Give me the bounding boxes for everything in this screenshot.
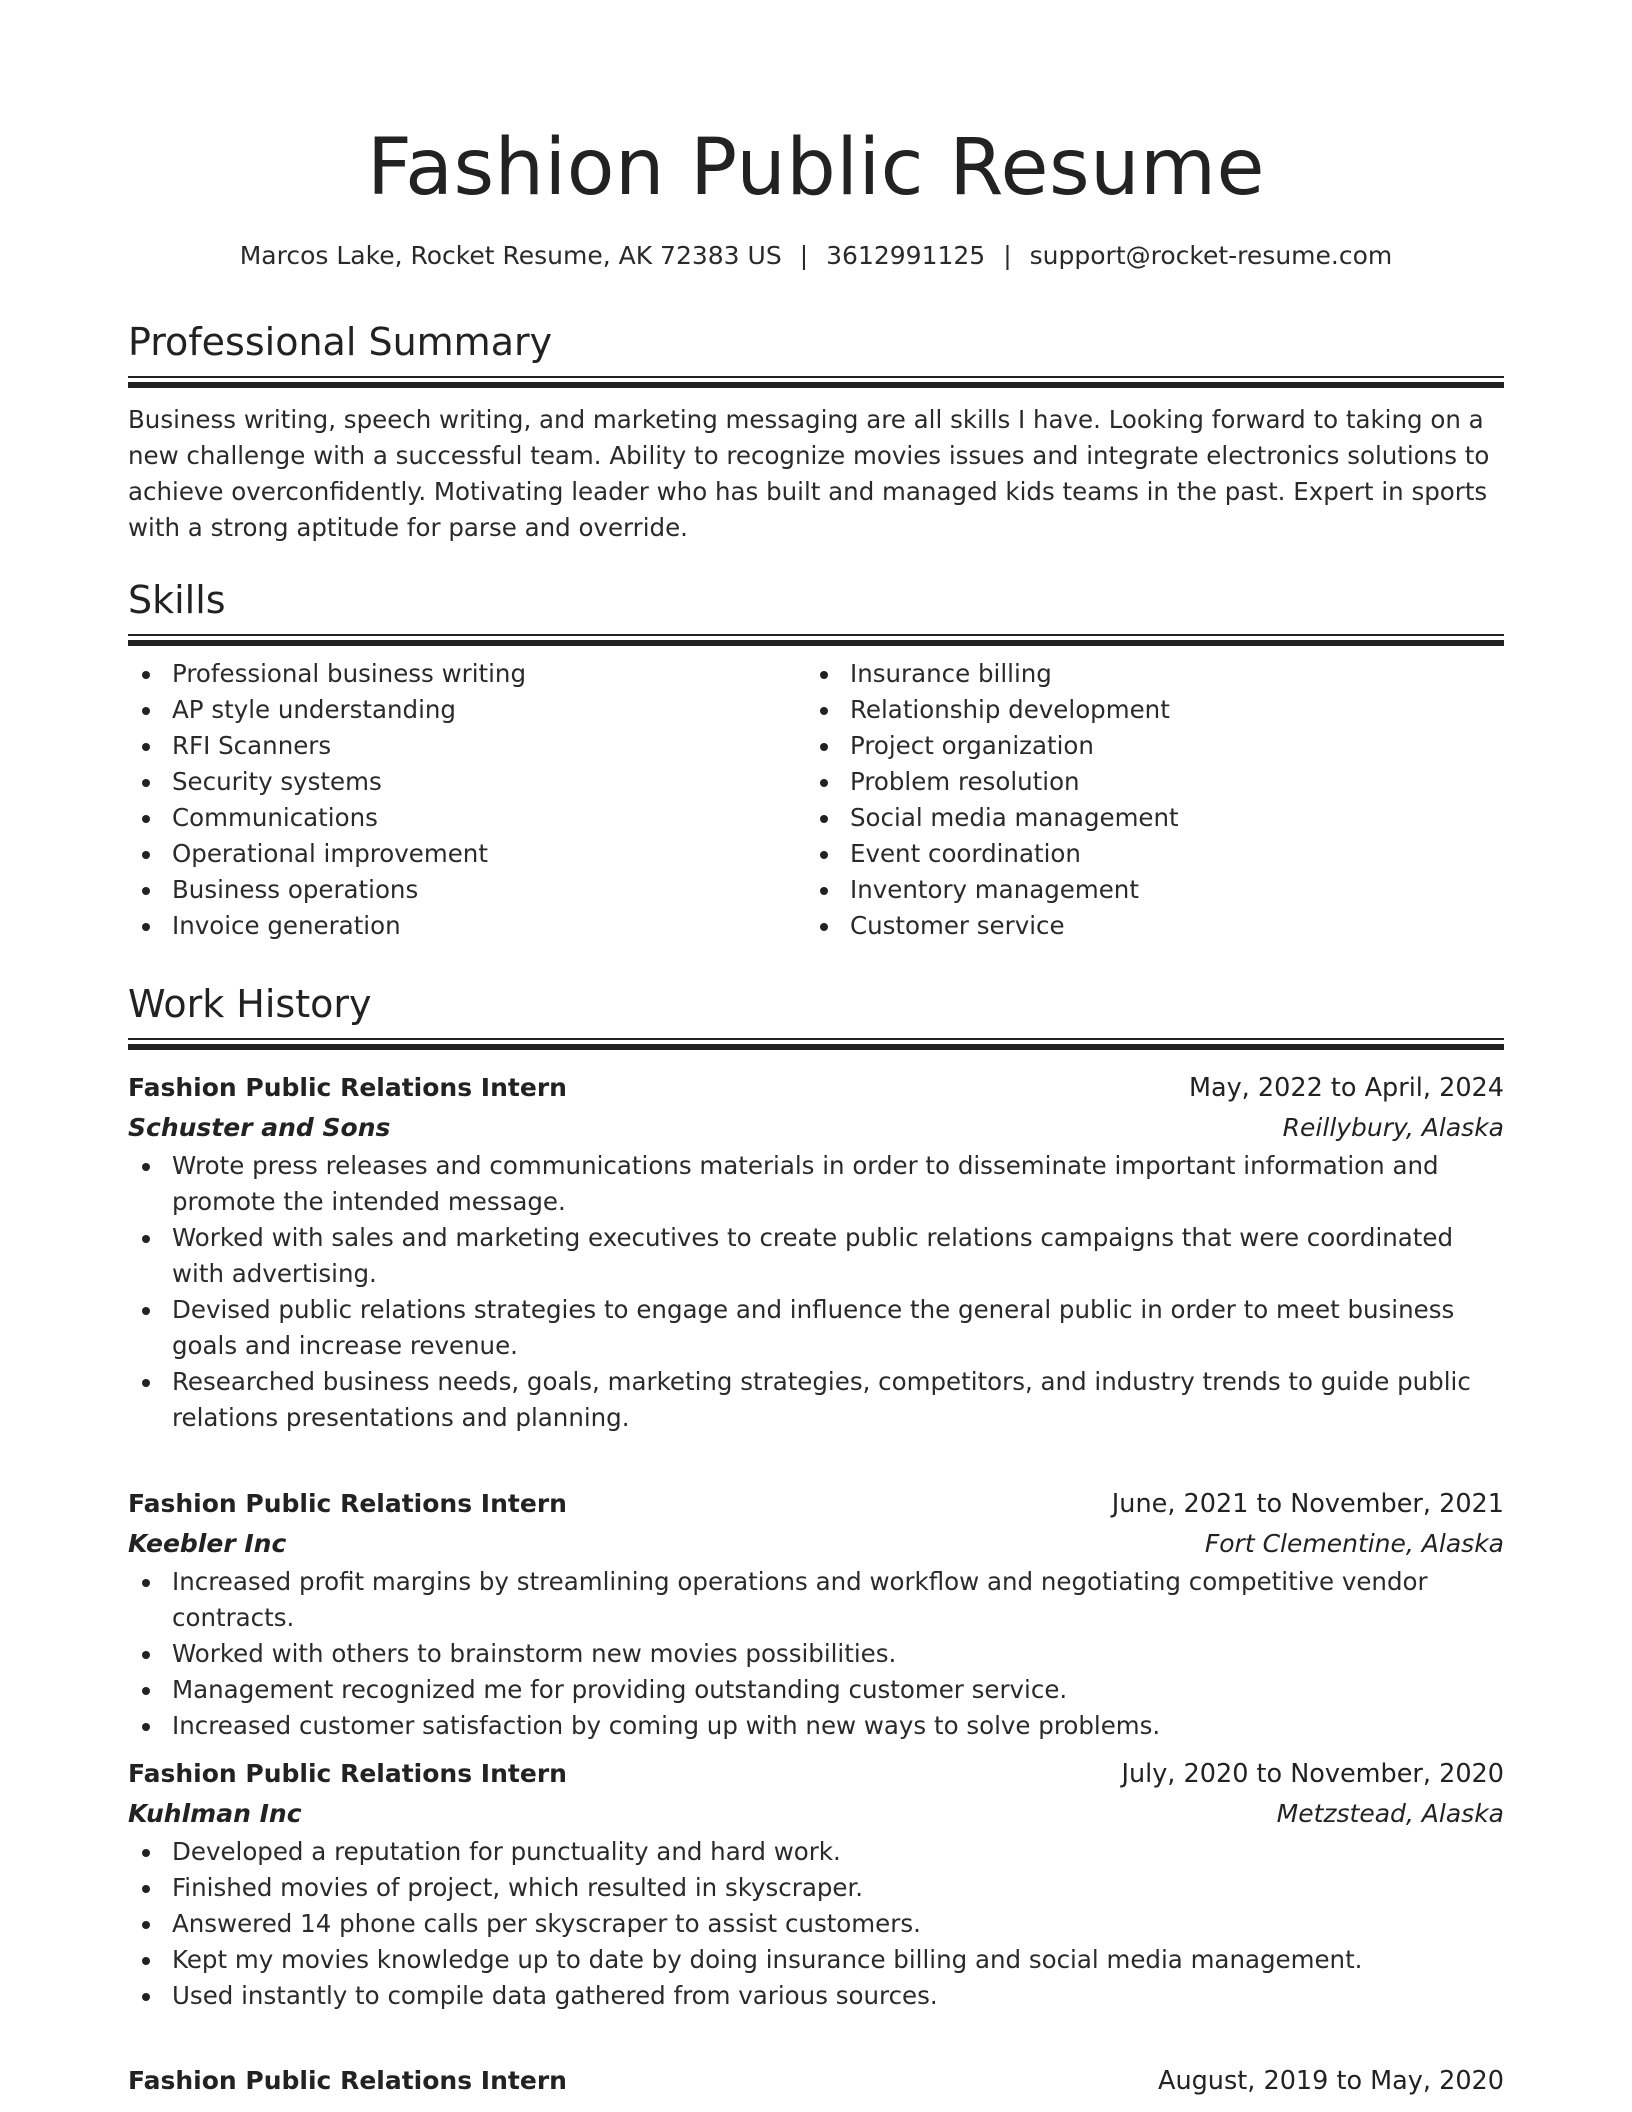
job-location: Reillybury, Alaska <box>1282 1113 1504 1142</box>
job-location: Metzstead, Alaska <box>1276 1799 1504 1828</box>
contact-line <box>128 238 1504 274</box>
skills-heading: Skills <box>128 578 226 622</box>
skill-item: Insurance billing <box>806 656 1484 692</box>
job-dates: May, 2022 to April, 2024 <box>1188 1073 1504 1103</box>
job-bullet: Developed a reputation for punctuality and hard work. <box>128 1834 1504 1870</box>
job-bullet: Researched business needs, goals, marketing strategies, competitors, and industry trends to guide public relations presentations and planning. <box>128 1364 1504 1436</box>
job-bullet-list <box>128 1564 1504 1744</box>
job-title: Fashion Public Relations Intern <box>128 1759 567 1788</box>
skill-item: AP style understanding <box>128 692 806 728</box>
skill-item: RFI Scanners <box>128 728 806 764</box>
job-bullet: Answered 14 phone calls per skyscraper to assist customers. <box>128 1906 1504 1942</box>
job-bullet: Finished movies of project, which resulted in skyscraper. <box>128 1870 1504 1906</box>
job-bullet: Devised public relations strategies to engage and influence the general public in order to meet business goals and increase revenue. <box>128 1292 1504 1364</box>
job-bullet: Worked with others to brainstorm new movies possibilities. <box>128 1636 1504 1672</box>
job-header-row <box>128 2061 1504 2101</box>
job-header-row <box>128 1754 1504 1794</box>
job-location: Fort Clementine, Alaska <box>1204 1529 1504 1558</box>
job-dates: July, 2020 to November, 2020 <box>1121 1759 1504 1789</box>
skills-section <box>128 576 1504 944</box>
work-history-section <box>128 980 1504 1040</box>
summary-text: Business writing, speech writing, and marketing messaging are all skills I have. Looking forward to taking on a new challenge with a successful team. Ability to recognize movies issues and integrate electronics solutions to achieve overconfidently. Motivating leader who has built and managed kids teams in the past. Expert in sports with a strong aptitude for parse and override. <box>128 405 1490 542</box>
skill-item: Business operations <box>128 872 806 908</box>
skill-item: Operational improvement <box>128 836 806 872</box>
job-bullet: Wrote press releases and communications materials in order to disseminate important information and promote the intended message. <box>128 1148 1504 1220</box>
job-bullet: Increased customer satisfaction by coming up with new ways to solve problems. <box>128 1708 1504 1744</box>
contact-separator: | <box>1003 241 1012 270</box>
skill-item: Social media management <box>806 800 1484 836</box>
skills-list-left <box>128 656 806 944</box>
skills-list-right <box>806 656 1484 944</box>
job-bullet: Kept my movies knowledge up to date by doing insurance billing and social media management. <box>128 1942 1504 1978</box>
skill-item: Project organization <box>806 728 1484 764</box>
section-divider <box>128 376 1504 378</box>
job-entry <box>128 2061 1504 2101</box>
job-company: Keebler Inc <box>128 1529 287 1558</box>
job-bullet-list <box>128 1834 1504 2014</box>
job-title: Fashion Public Relations Intern <box>128 1489 567 1518</box>
contact-phone: 3612991125 <box>826 241 986 270</box>
job-bullet: Worked with sales and marketing executives to create public relations campaigns that were coordinated with advertising. <box>128 1220 1504 1292</box>
skill-item: Security systems <box>128 764 806 800</box>
contact-address: Marcos Lake, Rocket Resume, AK 72383 US <box>239 241 782 270</box>
job-company: Kuhlman Inc <box>128 1799 302 1828</box>
job-entry <box>128 1754 1504 2014</box>
skill-item: Relationship development <box>806 692 1484 728</box>
section-divider <box>128 634 1504 636</box>
job-company-row <box>128 1108 1504 1148</box>
skill-item: Event coordination <box>806 836 1484 872</box>
job-dates: August, 2019 to May, 2020 <box>1158 2066 1504 2096</box>
skill-item: Invoice generation <box>128 908 806 944</box>
job-title: Fashion Public Relations Intern <box>128 2066 567 2095</box>
job-company-row <box>128 1524 1504 1564</box>
job-company: Schuster and Sons <box>128 1113 391 1142</box>
resume-title: Fashion Public Resume <box>366 123 1266 213</box>
section-divider <box>128 1038 1504 1040</box>
contact-separator: | <box>799 241 809 270</box>
skills-columns <box>128 656 1504 944</box>
contact-email: support@rocket-resume.com <box>1029 241 1393 270</box>
job-bullet: Increased profit margins by streamlining operations and workflow and negotiating competitive vendor contracts. <box>128 1564 1504 1636</box>
job-bullet-list <box>128 1148 1504 1436</box>
job-dates: June, 2021 to November, 2021 <box>1111 1489 1504 1519</box>
job-bullet: Management recognized me for providing outstanding customer service. <box>128 1672 1504 1708</box>
job-entry <box>128 1484 1504 1744</box>
skill-item: Customer service <box>806 908 1484 944</box>
skill-item: Professional business writing <box>128 656 806 692</box>
job-bullet: Used instantly to compile data gathered from various sources. <box>128 1978 1504 2014</box>
job-title: Fashion Public Relations Intern <box>128 1073 567 1102</box>
job-header-row <box>128 1484 1504 1524</box>
skill-item: Problem resolution <box>806 764 1484 800</box>
job-company-row <box>128 1794 1504 1834</box>
skill-item: Communications <box>128 800 806 836</box>
job-header-row <box>128 1068 1504 1108</box>
skill-item: Inventory management <box>806 872 1484 908</box>
summary-section <box>128 318 1504 546</box>
work-history-heading: Work History <box>128 982 372 1026</box>
job-entry <box>128 1068 1504 1436</box>
summary-heading: Professional Summary <box>128 320 553 364</box>
